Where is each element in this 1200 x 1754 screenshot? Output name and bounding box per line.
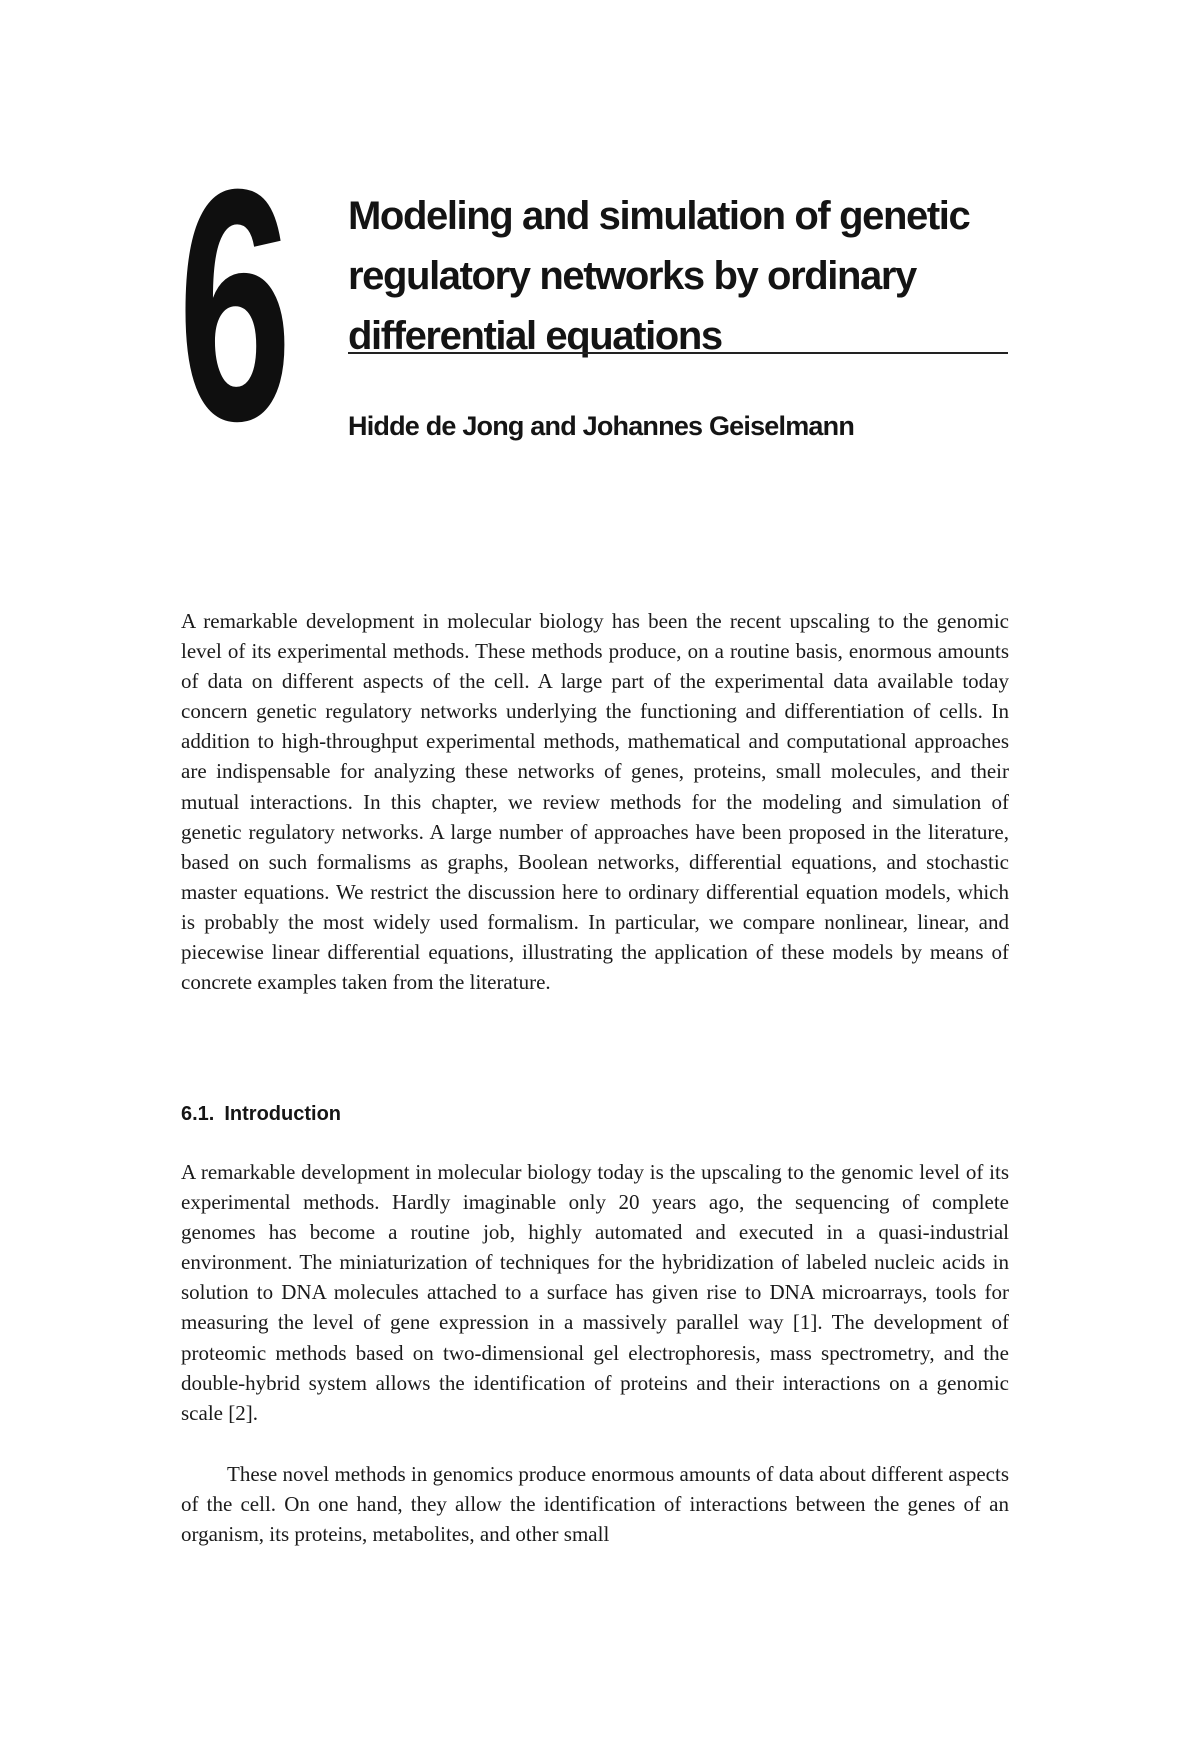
section-heading bbox=[181, 1103, 341, 1126]
chapter-abstract: A remarkable development in molecular biology has been the recent upscaling to the genomic level of its experimental methods. These methods produce, on a routine basis, enormous amounts of data on different aspects of the cell. A large part of the experimental data available today concern genetic regulatory networks underlying the functioning and differentiation of cells. In addition to high-throughput experimental methods, mathematical and computational approaches are indispensable for analyzing these networks of genes, proteins, small molecules, and their mutual interactions. In this chapter, we review methods for the modeling and simulation of genetic regulatory networks. A large number of approaches have been proposed in the literature, based on such formalisms as graphs, Boolean networks, differential equations, and stochastic master equations. We restrict the discussion here to ordinary differential equation models, which is probably the most widely used formalism. In particular, we compare nonlinear, linear, and piecewise linear differential equations, illustrating the application of these models by means of concrete examples taken from the literature. bbox=[181, 609, 1009, 995]
body-paragraph: A remarkable development in molecular biology today is the upscaling to the genomic level of its experimental methods. Hardly imaginable only 20 years ago, the sequencing of complete genomes has become a routine job, highly automated and executed in a quasi-industrial environment. The miniaturization of techniques for the hybridization of labeled nucleic acids in solution to DNA molecules attached to a surface has given rise to DNA microarrays, tools for measuring the level of gene expression in a massively parallel way [1]. The development of proteomic methods based on two-dimensional gel electrophoresis, mass spectrometry, and the double-hybrid system allows the identification of proteins and their interactions on a genomic scale [2]. bbox=[181, 1160, 1009, 1425]
section-title: Introduction bbox=[224, 1103, 341, 1125]
section-number: 6.1. bbox=[181, 1103, 215, 1125]
body-paragraph: These novel methods in genomics produce enormous amounts of data about different aspects of the cell. On one hand, they allow the identification of interactions between the genes of an organism, its proteins, metabolites, and other small bbox=[181, 1462, 1009, 1547]
chapter-number: 6 bbox=[178, 120, 286, 489]
chapter-authors: Hidde de Jong and Johannes Geiselmann bbox=[348, 411, 855, 441]
title-underline bbox=[348, 352, 1008, 354]
chapter-title: Modeling and simulation of genetic regulatory networks by ordinary differential equations bbox=[348, 194, 970, 358]
